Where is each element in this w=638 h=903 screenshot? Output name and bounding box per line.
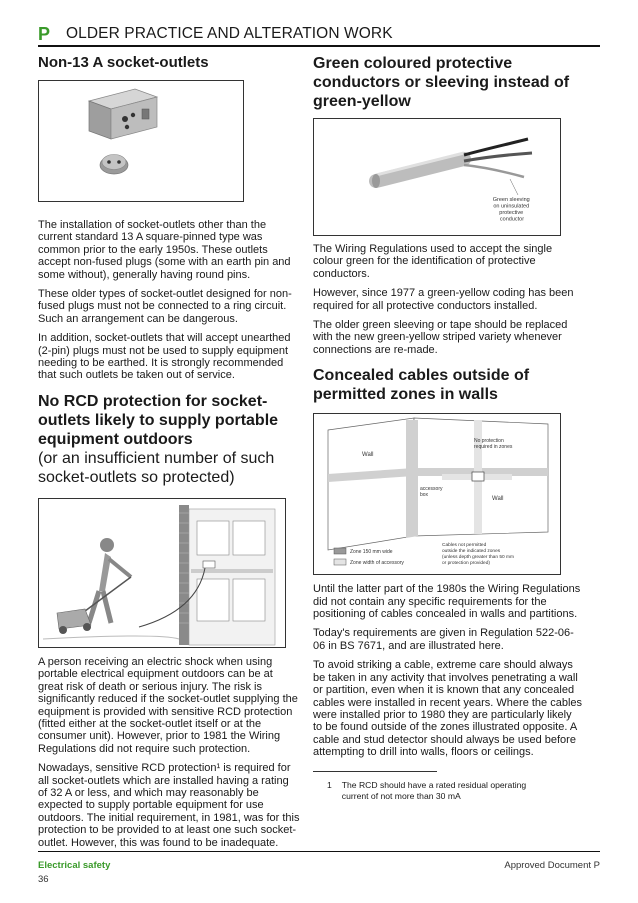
page-header-title: OLDER PRACTICE AND ALTERATION WORK bbox=[66, 25, 393, 42]
legend-zone150: Zone 150 mm wide bbox=[350, 549, 393, 556]
accessory-box-label: accessory box bbox=[420, 486, 443, 499]
paragraph: Until the latter part of the 1980s the Wiring Regulations did not contain any specific requirements for the positioning of cables concealed in walls and partitions. bbox=[313, 583, 581, 621]
wall-right-label: Wall bbox=[492, 496, 504, 503]
section-letter: P bbox=[38, 24, 51, 44]
right-column bbox=[313, 54, 583, 802]
cable-drawing bbox=[314, 119, 560, 235]
footer-section: Electrical safety bbox=[38, 860, 111, 871]
paragraph: The installation of socket-outlets other than the current standard 13 A square-pinned type was common prior to the early 1950s. These outlets accept non-fused plugs (some with an earth pin and some without), generally having round pins. bbox=[38, 219, 291, 281]
paragraph: A person receiving an electric shock when using portable electrical equipment outdoors can be at great risk of death or serious injury. The risk is significantly reduced if the socket-outlet supplying the equipment is provided with sensitive RCD protection (fitted either at the socket-outlet itself or at the consumer unit). However, prior to 1981 the Wiring Regulations did not require such protection. bbox=[38, 655, 298, 755]
no-protection-label: No protection required in zones bbox=[474, 438, 513, 451]
legend-zone-accessory: Zone width of accessory bbox=[350, 560, 404, 567]
socket-outlet-drawing bbox=[39, 81, 243, 201]
cables-not-permitted-label: Cables not permitted outside the indicated zones (unless depth greater than 50 mm or protection provided) bbox=[442, 543, 514, 567]
wall-left-label: Wall bbox=[362, 452, 374, 459]
paragraph: Today's requirements are given in Regulation 522-06-06 in BS 7671, and are illustrated here. bbox=[313, 627, 574, 652]
lawnmower-drawing bbox=[39, 499, 285, 647]
green-sleeving-illustration bbox=[313, 118, 561, 236]
header-rule bbox=[38, 45, 600, 47]
footnote bbox=[313, 780, 583, 802]
footnote-rule bbox=[313, 771, 437, 772]
page-number: 36 bbox=[38, 874, 49, 885]
paragraph: Nowadays, sensitive RCD protection¹ is required for all socket-outlets which are installed having a rating of 32 A or less, and which may reasonably be expected to supply portable equipment for use outdoors. The initial requirement, in 1981, was for this protection to be provided to at least one such socket-outlet. However, this was found to be inadequate. bbox=[38, 762, 300, 849]
footer-document: Approved Document P bbox=[504, 860, 600, 871]
footer-rule bbox=[38, 851, 600, 852]
lawnmower-illustration bbox=[38, 498, 286, 648]
heading-concealed-cables: Concealed cables outside of permitted zones in walls bbox=[313, 367, 530, 404]
cable-zones-drawing bbox=[314, 414, 560, 574]
socket-outlets-illustration bbox=[38, 80, 244, 202]
footnote-mark: 1 bbox=[327, 779, 332, 790]
fig-label: Green sleeving on uninsulated protective conductor bbox=[492, 197, 530, 223]
paragraph: These older types of socket-outlet designed for non-fused plugs must not be connected to a ring circuit. Such an arrangement can be dangerous. bbox=[38, 288, 292, 325]
heading-no-rcd-subtitle: (or an insufficient number of such socket-outlets so protected) bbox=[38, 449, 275, 486]
cable-zones-illustration bbox=[313, 413, 561, 575]
paragraph: In addition, socket-outlets that will accept unearthed (2-pin) plugs must not be used to supply equipment needing to be earthed. It is strongly recommended that such outlets be taken out of service. bbox=[38, 332, 291, 382]
paragraph: To avoid striking a cable, extreme care should always be taken in any activity that involves penetrating a wall or partition, even when it is known that any concealed cables were installed in recent years. Where the cables were installed prior to 1980 they are particularly likely to be found outside of the zones illustrated opposite. A cable and stud detector should always be used before attempting to drill into walls, floors or ceilings. bbox=[313, 659, 583, 759]
paragraph: The Wiring Regulations used to accept the single colour green for the identification of protective conductors. bbox=[313, 243, 553, 280]
paragraph: The older green sleeving or tape should be replaced with the new green-yellow striped variety whenever connections are re-made. bbox=[313, 319, 568, 356]
heading-non13a: Non-13 A socket-outlets bbox=[38, 54, 209, 71]
footnote-text: The RCD should have a rated residual operating current of not more than 30 mA bbox=[341, 779, 527, 801]
heading-green-conductors: Green coloured protective conductors or sleeving instead of green-yellow bbox=[313, 55, 570, 110]
heading-no-rcd: No RCD protection for socket-outlets likely to supply portable equipment outdoors bbox=[38, 392, 279, 448]
left-column bbox=[38, 54, 300, 856]
paragraph: However, since 1977 a green-yellow coding has been required for all protective conductors installed. bbox=[313, 287, 574, 312]
